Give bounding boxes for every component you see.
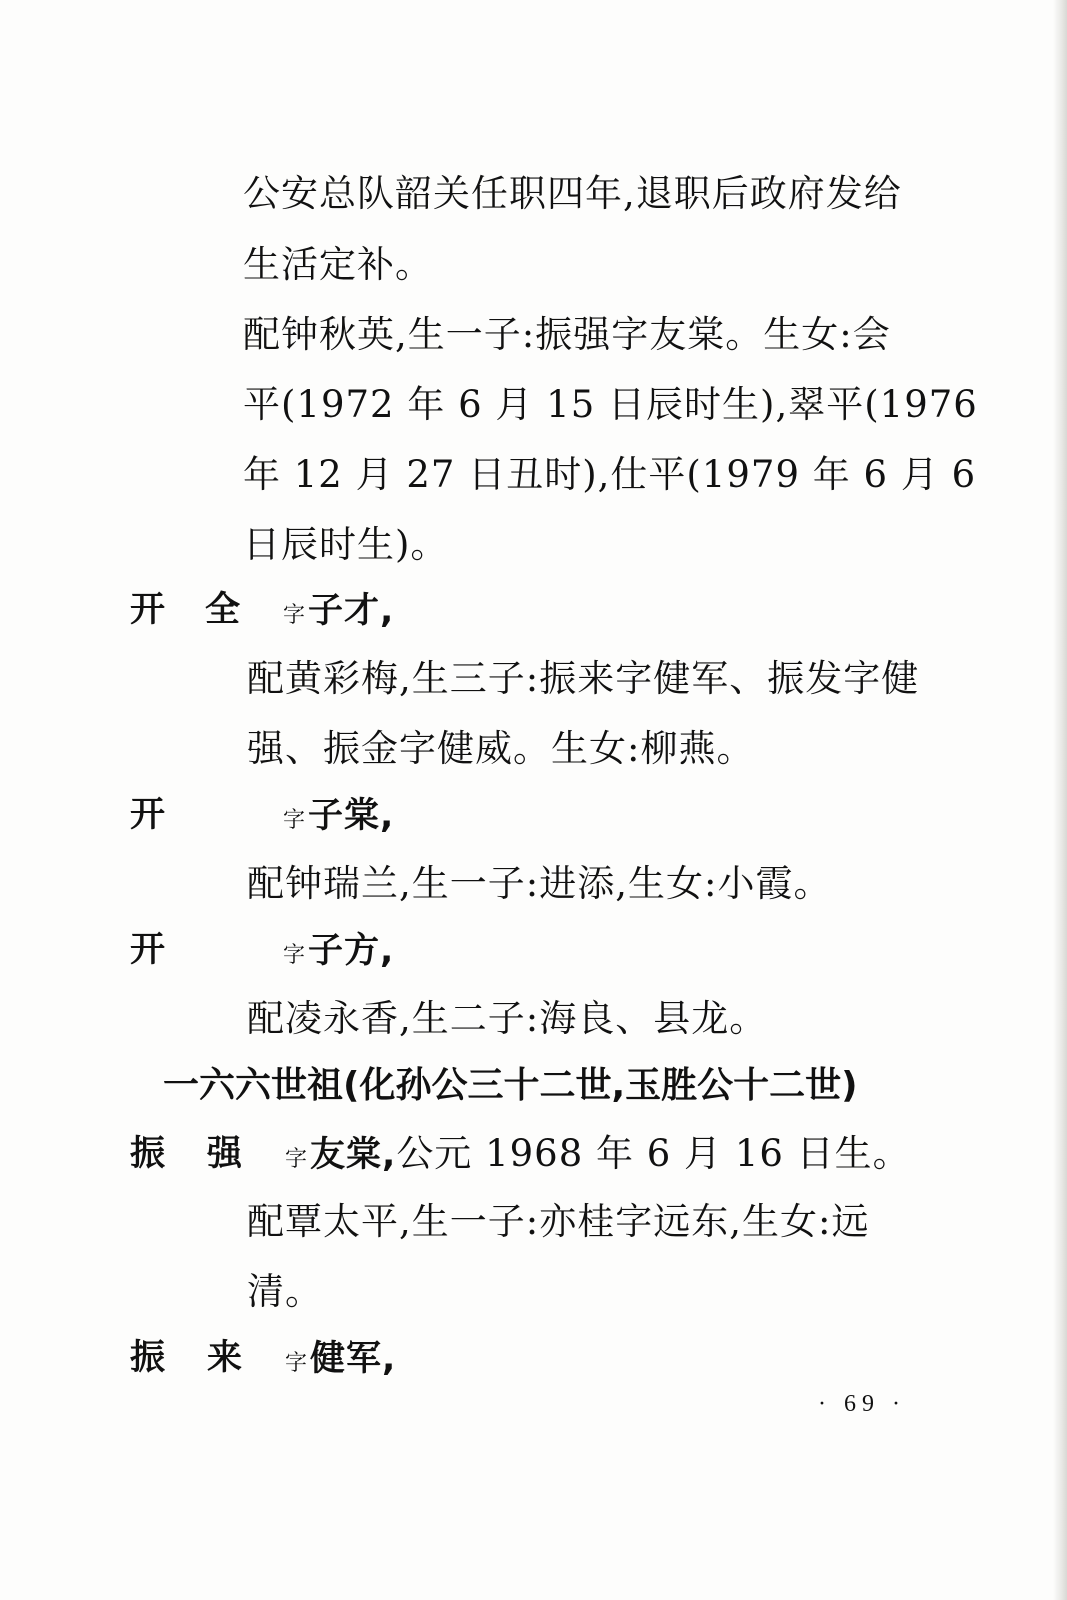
entry-body-line: 配覃太平,生一子:亦桂字远东,生女:远 <box>247 1200 870 1243</box>
entry-body-line: 强、振金字健威。生女:柳燕。 <box>247 727 755 770</box>
entry-courtesy-line <box>283 928 394 978</box>
entry-body-line: 配凌永香,生二子:海良、县龙。 <box>247 997 768 1040</box>
entry-courtesy-line <box>285 1336 396 1386</box>
text-line: 生活定补。 <box>243 243 433 286</box>
entry-body-line: 配黄彩梅,生三子:振来字健军、振发字健 <box>247 657 920 700</box>
entry-name-char-1: 振 <box>130 1134 166 1174</box>
entry-name-char-1: 振 <box>130 1338 166 1378</box>
zi-label: 字 <box>283 603 307 628</box>
zi-label: 字 <box>285 1351 309 1376</box>
courtesy-name: 健军, <box>310 1339 397 1379</box>
zi-label: 字 <box>283 943 307 968</box>
zi-label: 字 <box>285 1147 309 1172</box>
entry-name-char-2: 来 <box>207 1338 243 1378</box>
entry-name-char-1: 开 <box>130 795 166 835</box>
courtesy-name: 子才, <box>308 591 395 631</box>
generation-heading: 一六六世祖(化孙公三十二世,玉胜公十二世) <box>163 1065 858 1106</box>
text-line: 公安总队韶关任职四年,退职后政府发给 <box>243 172 902 215</box>
page-edge-shadow <box>1053 0 1067 1600</box>
courtesy-name: 子棠, <box>308 796 395 836</box>
text-line: 配钟秋英,生一子:振强字友棠。生女:会 <box>243 313 891 356</box>
entry-courtesy-line <box>283 793 394 843</box>
courtesy-name: 友棠, <box>310 1135 397 1175</box>
entry-body-line: 清。 <box>247 1270 323 1313</box>
entry-name-char-2: 全 <box>205 590 241 630</box>
text-line: 日辰时生)。 <box>243 523 449 566</box>
entry-courtesy-line <box>285 1132 911 1182</box>
zi-label: 字 <box>283 808 307 833</box>
text-line: 年 12 月 27 日丑时),仕平(1979 年 6 月 6 <box>243 453 977 496</box>
entry-name-char-2: 强 <box>207 1134 243 1174</box>
entry-name-char-1: 开 <box>130 590 166 630</box>
courtesy-name: 子方, <box>308 931 395 971</box>
entry-name-char-1: 开 <box>130 930 166 970</box>
entry-courtesy-line <box>283 588 394 638</box>
birth-date-text: 公元 1968 年 6 月 16 日生。 <box>396 1132 911 1175</box>
entry-body-line: 配钟瑞兰,生一子:进添,生女:小霞。 <box>247 862 832 905</box>
text-line: 平(1972 年 6 月 15 日辰时生),翠平(1976 <box>243 383 978 426</box>
page-number: · 69 · <box>818 1391 906 1417</box>
